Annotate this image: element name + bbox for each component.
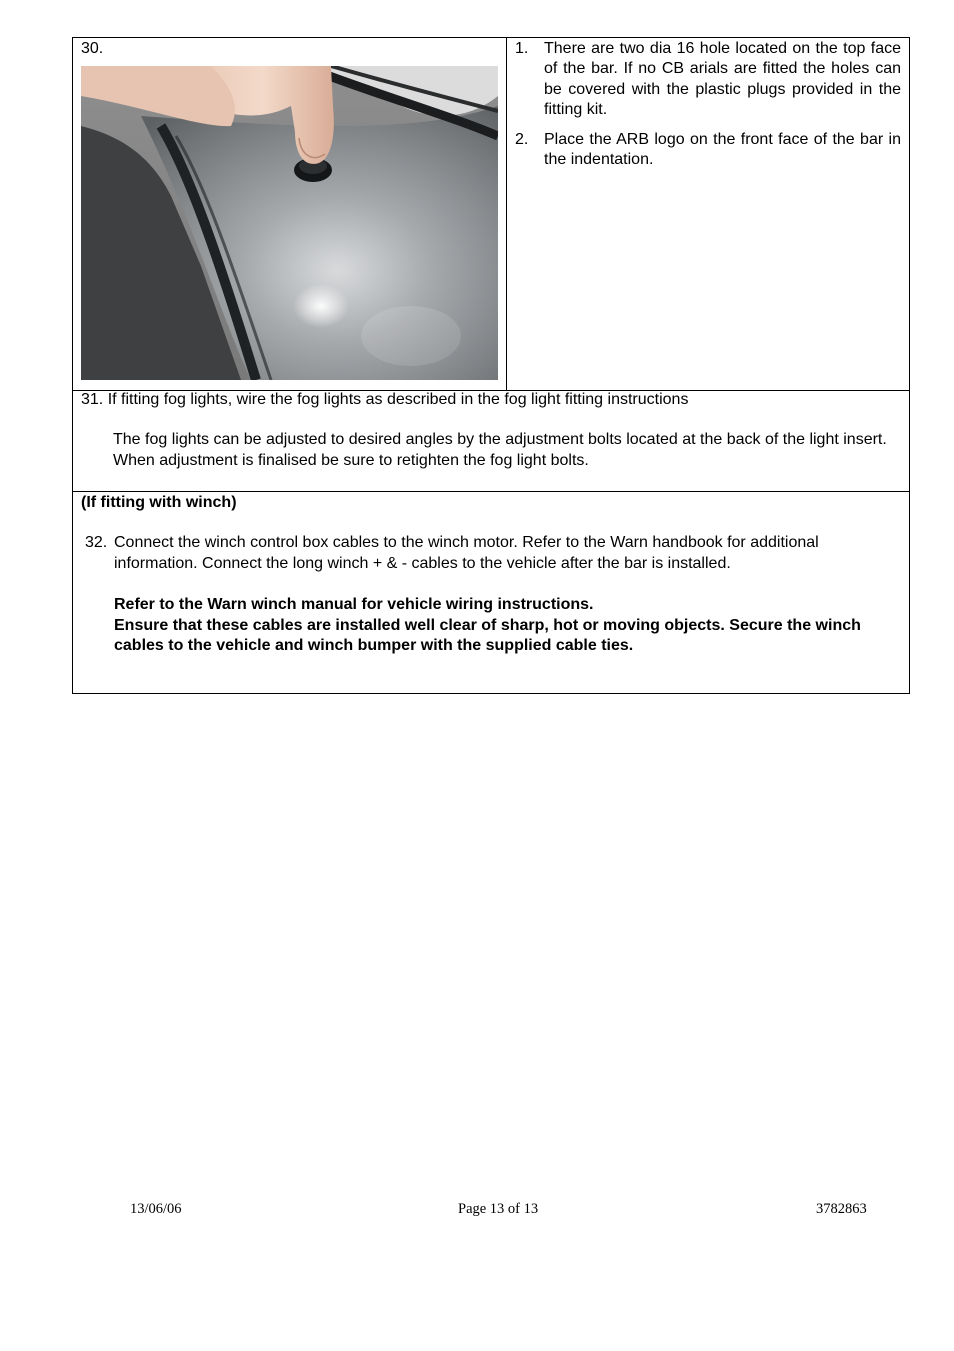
step-32-number: 32. [85, 534, 108, 551]
list-item [515, 39, 901, 120]
list-item-number: 1. [515, 40, 529, 57]
step-32-text: Connect the winch control box cables to the winch motor. Refer to the Warn handbook for additional information. Connect the long winch + & - cables to the vehicle after the bar is installed. [114, 534, 819, 572]
step-30-text-cell [507, 38, 909, 390]
footer-date: 13/06/06 [130, 1201, 182, 1217]
warning-line-2: Ensure that these cables are installed well clear of sharp, hot or moving objects. Secure the winch cables to the vehicle and winch bumper with the supplied cable ties. [114, 616, 861, 655]
step-31-body: The fog lights can be adjusted to desired angles by the adjustment bolts located at the back of the light insert. When adjustment is finalised be sure to retighten the fog light bolts. [113, 431, 887, 469]
step-30-row [73, 38, 909, 391]
warning-line-1: Refer to the Warn winch manual for vehicle wiring instructions. [114, 596, 594, 613]
winch-condition-heading: (If fitting with winch) [81, 494, 237, 511]
step-31-row [73, 390, 909, 492]
footer-page-number: Page 13 of 13 [458, 1201, 539, 1217]
step-32-row [73, 492, 909, 693]
winch-wiring-warning [114, 595, 904, 657]
list-item-text: There are two dia 16 hole located on the top face of the bar. If no CB arials are fitted the holes can be covered with the plastic plugs provided in the fitting kit. [544, 40, 901, 118]
step-30-instructions [515, 39, 901, 171]
instruction-table [72, 37, 910, 694]
step-32-paragraph [85, 533, 897, 574]
list-item-number: 2. [515, 131, 529, 149]
list-item [515, 130, 901, 171]
list-item-text: Place the ARB logo on the front face of the bar in the indentation. [544, 131, 901, 169]
plug-installation-photo [81, 66, 498, 380]
step-30-number: 30. [81, 40, 104, 57]
step-31-heading: 31. If fitting fog lights, wire the fog lights as described in the fog light fitting instructions [81, 391, 689, 408]
step-30-image-cell [73, 38, 507, 390]
footer-document-number: 3782863 [816, 1201, 867, 1217]
